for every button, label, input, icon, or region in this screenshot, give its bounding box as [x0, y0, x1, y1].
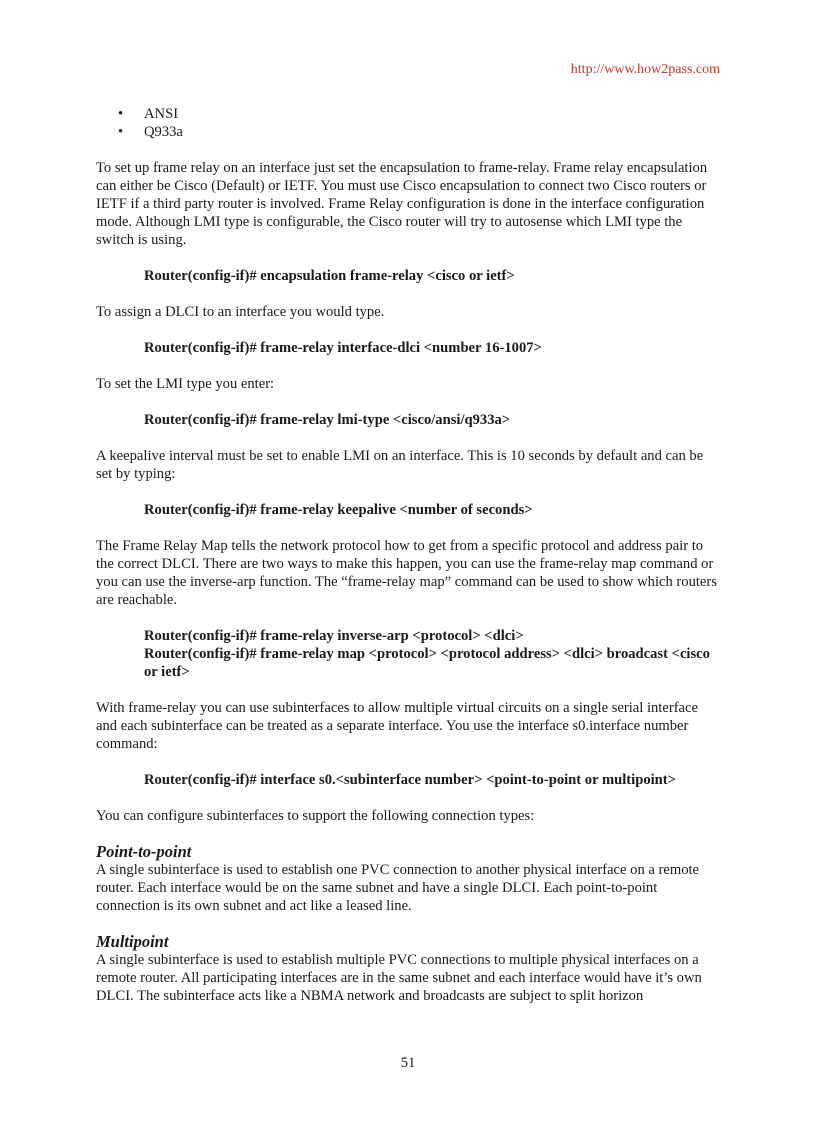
lmi-type-command: Router(config-if)# frame-relay lmi-type <cisco/ansi/q933a> — [144, 412, 511, 428]
connection-types-intro-paragraph: You can configure subinterfaces to support the following connection types: — [96, 808, 535, 824]
map-intro-paragraph: The Frame Relay Map tells the network protocol how to get from a specific protocol and address pair to the correct DLCI. There are two ways to make this happen, you can use the frame-relay map command or you can use the inverse-arp function. The “frame-relay map” command can be used to show which routers are reachable. — [96, 538, 717, 608]
bullet-icon: • — [118, 106, 124, 122]
encapsulation-intro-paragraph: To set up frame relay on an interface just set the encapsulation to frame-relay. Frame relay encapsulation can either be Cisco (Default) or IETF. You must use Cisco encapsulation to connect two Cisco routers or IETF if a third party router is involved. Frame Relay configuration is done in the interface configuration mode. Although LMI type is configurable, the Cisco router will try to autosense which LMI type the switch is using. — [96, 160, 708, 248]
section-heading-point-to-point: Point-to-point — [96, 842, 192, 861]
map-command: Router(config-if)# frame-relay map <protocol> <protocol address> <dlci> broadcast <cisco or ietf> — [144, 646, 710, 680]
bullet-icon: • — [118, 124, 124, 140]
keepalive-intro-paragraph: A keepalive interval must be set to enable LMI on an interface. This is 10 seconds by default and can be set by typing: — [96, 448, 704, 482]
page-content — [96, 105, 722, 1005]
section-body-multipoint: A single subinterface is used to establish multiple PVC connections to multiple physical interfaces on a remote router. All participating interfaces are in the same subnet and each interface would have it’s own DLCI. The subinterface acts like a NBMA network and broadcasts are subject to split horizon — [96, 952, 702, 1004]
subinterface-intro-paragraph: With frame-relay you can use subinterfaces to allow multiple virtual circuits on a single serial interface and each subinterface can be treated as a separate interface. You use the interface s0.interface number command: — [96, 700, 698, 752]
dlci-intro-paragraph: To assign a DLCI to an interface you would type. — [96, 304, 385, 320]
list-item-label: ANSI — [144, 106, 179, 122]
keepalive-command: Router(config-if)# frame-relay keepalive <number of seconds> — [144, 502, 533, 518]
page-number: 51 — [400, 1055, 416, 1071]
encapsulation-command: Router(config-if)# encapsulation frame-relay <cisco or ietf> — [144, 268, 515, 284]
lmi-intro-paragraph: To set the LMI type you enter: — [96, 376, 275, 392]
list-item — [96, 105, 722, 123]
interface-dlci-command: Router(config-if)# frame-relay interface-dlci <number 16-1007> — [144, 340, 542, 356]
lmi-type-list — [96, 105, 722, 141]
subinterface-command: Router(config-if)# interface s0.<subinterface number> <point-to-point or multipoint> — [144, 772, 676, 788]
inverse-arp-command: Router(config-if)# frame-relay inverse-arp <protocol> <dlci> — [144, 628, 524, 644]
section-body-point-to-point: A single subinterface is used to establish one PVC connection to another physical interface on a remote router. Each interface would be on the same subnet and have a single DLCI. Each point-to-point connection is its own subnet and act like a leased line. — [96, 862, 700, 914]
list-item-label: Q933a — [144, 124, 183, 140]
header-url-link[interactable]: http://www.how2pass.com — [570, 62, 720, 77]
section-heading-multipoint: Multipoint — [96, 932, 169, 951]
list-item — [96, 123, 722, 141]
